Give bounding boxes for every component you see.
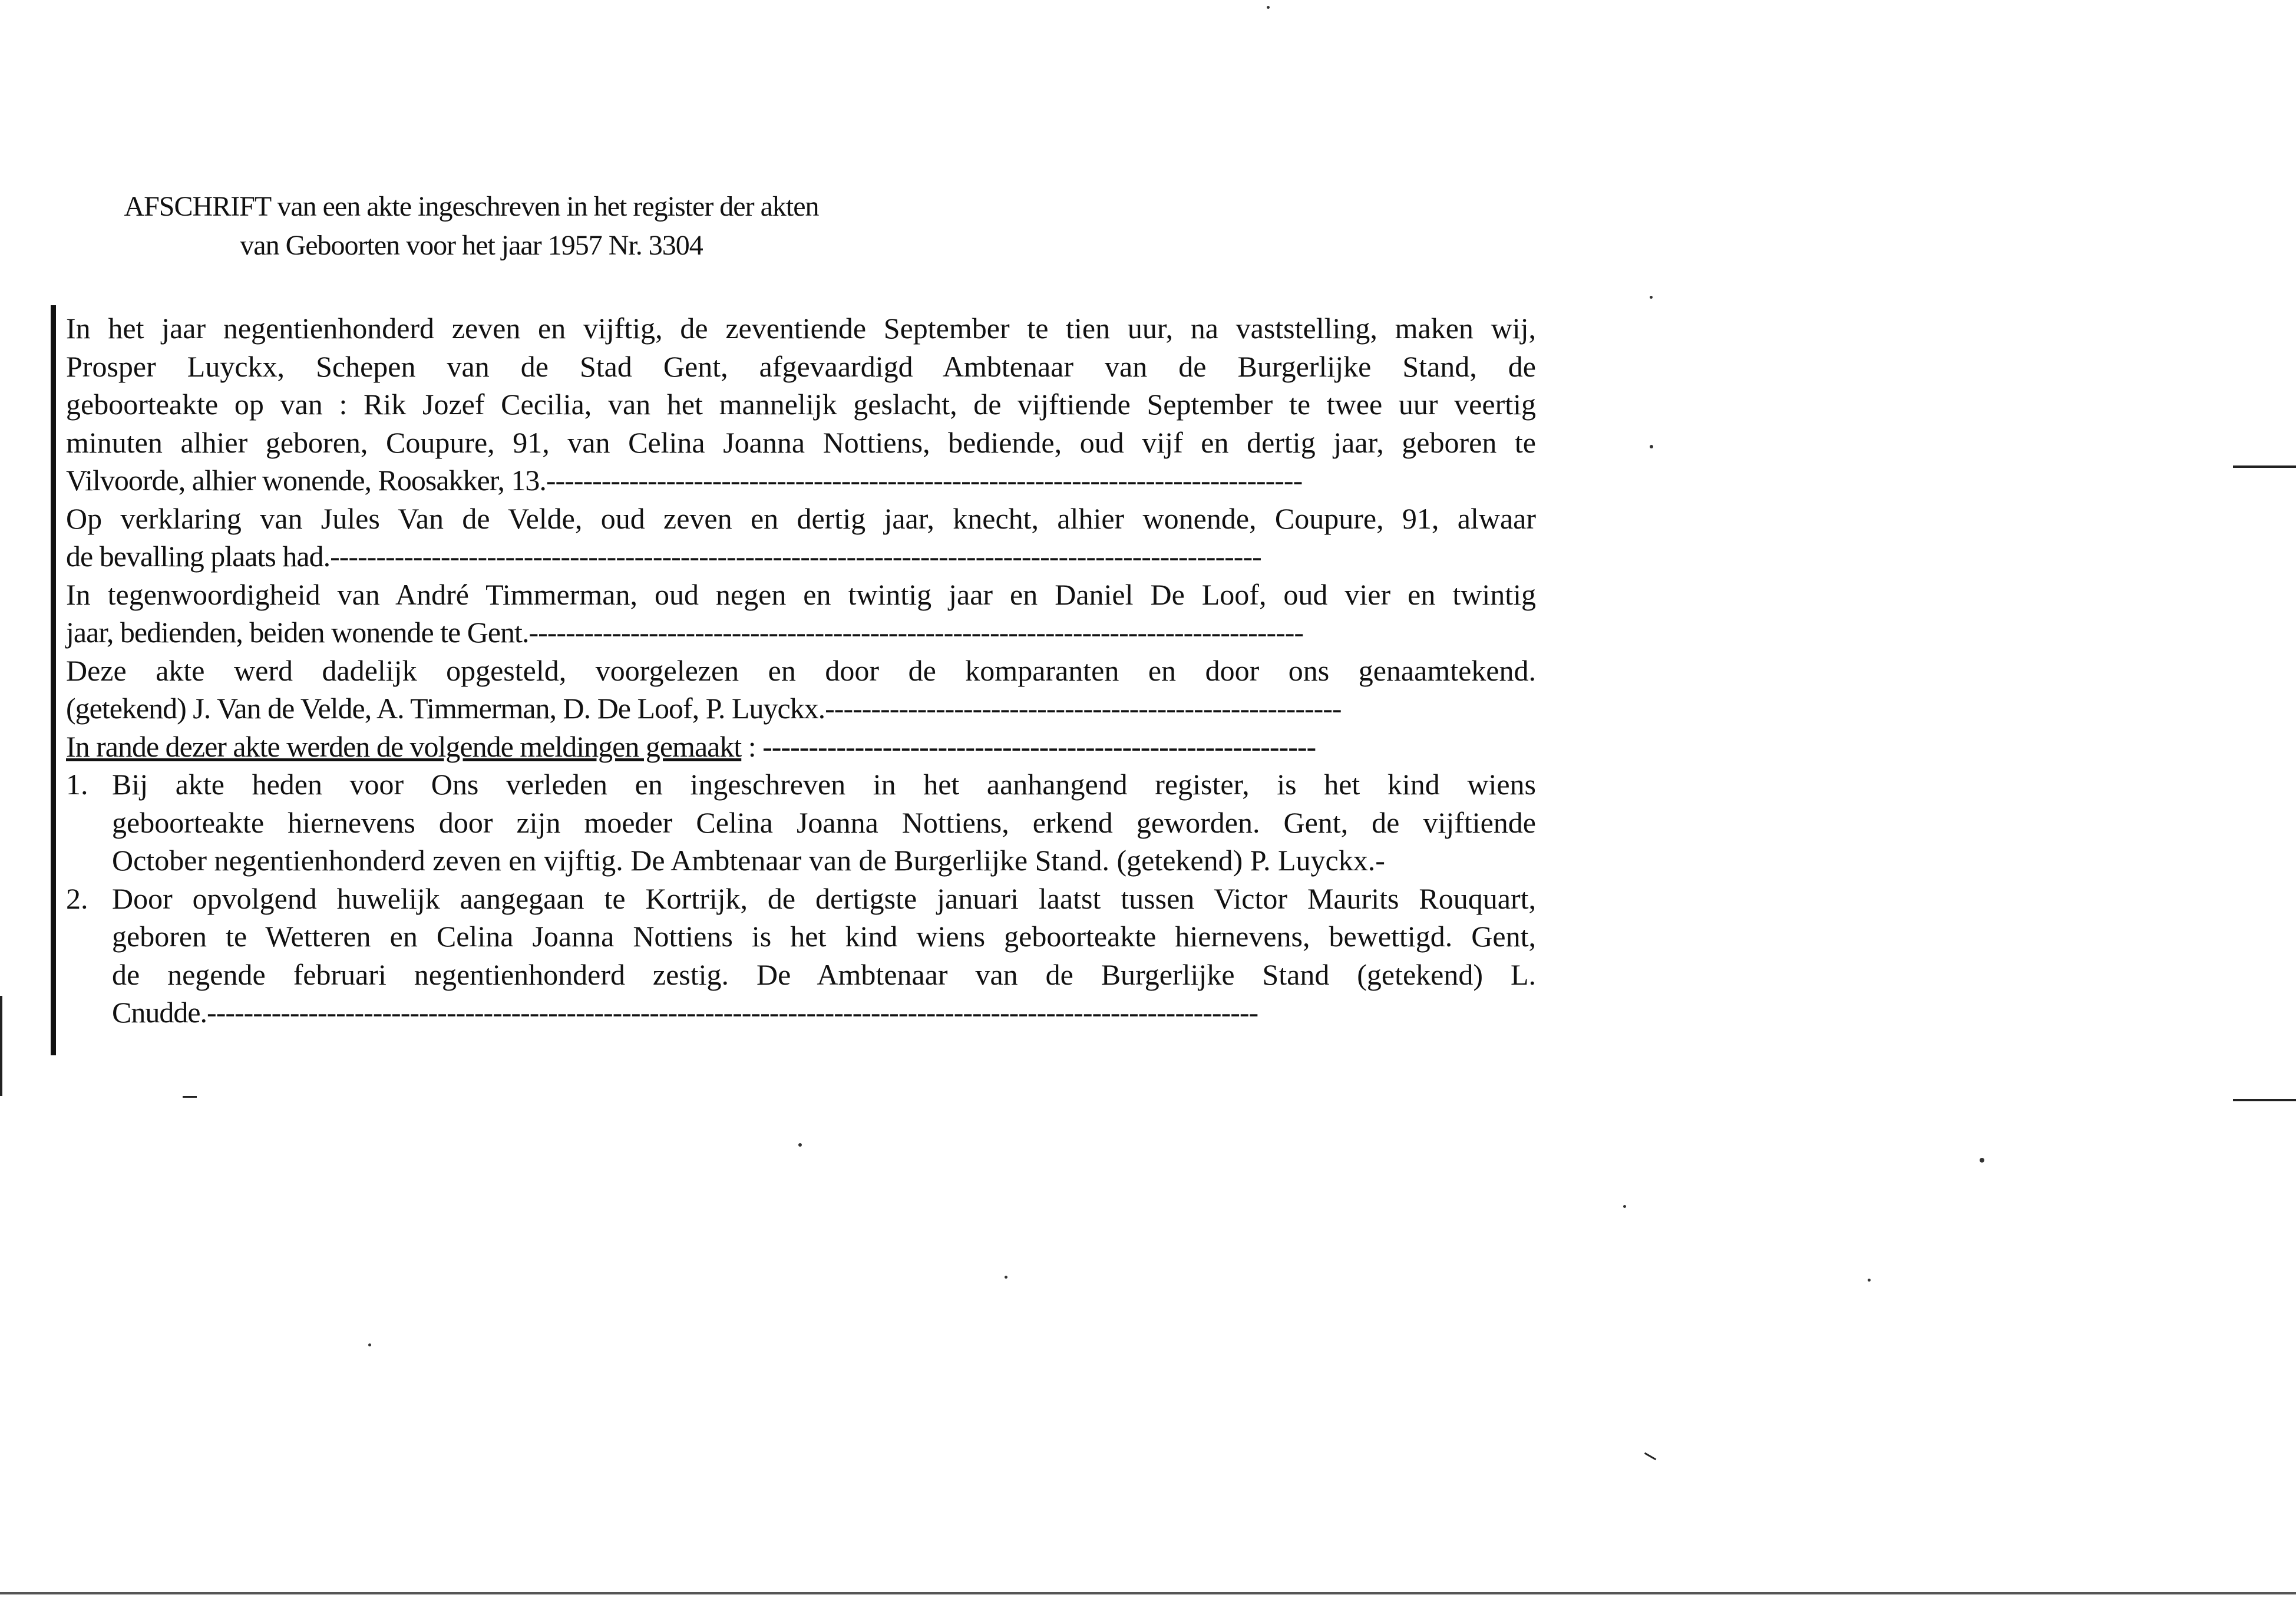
margin-notes-heading-tail: : ------------------------------------------------------------: [741, 729, 1316, 763]
scan-edge-mark: [0, 1592, 2296, 1594]
text-line: de bevalling plaats had.-----------------------------------------------------------------------------------------------------: [66, 540, 1261, 573]
margin-note-1: [66, 765, 1536, 880]
text-line: jaar, bedienden, beiden wonende te Gent.------------------------------------------------------------------------------------: [66, 616, 1304, 649]
margin-note-2: [66, 880, 1536, 1032]
text-line: geboorteakte op van : Rik Jozef Cecilia, van het mannelijk geslacht, de vijftiende September te twee uur veertig: [66, 388, 1536, 421]
text-line: Deze akte werd dadelijk opgesteld, voorgelezen en door de komparanten en door ons genaamtekend.: [66, 653, 1536, 687]
text-line: geboren te Wetteren en Celina Joanna Nottiens is het kind wiens geboorteakte hiernevens, bewettigd. Gent,: [112, 920, 1536, 953]
text-line: Vilvoorde, alhier wonende, Roosakker, 13.----------------------------------------------------------------------------------: [66, 464, 1303, 497]
deed-body: [66, 309, 1536, 1032]
scan-edge-mark: [2233, 1099, 2296, 1101]
document-title: [59, 187, 884, 265]
text-line: (getekend) J. Van de Velde, A. Timmerman, D. De Loof, P. Luyckx.--------------------------------------------------------: [66, 692, 1342, 725]
paragraph-signatures: [66, 652, 1536, 728]
scan-edge-mark: [2233, 465, 2296, 468]
scan-speck: [1650, 445, 1653, 448]
paragraph-witnesses: [66, 576, 1536, 652]
text-line: Door opvolgend huwelijk aangegaan te Kortrijk, de dertigste januari laatst tussen Victor Maurits Rouquart,: [112, 881, 1536, 915]
margin-note-number: 1.: [66, 768, 88, 801]
margin-note-number: 2.: [66, 881, 88, 915]
scan-speck: [1868, 1279, 1871, 1282]
margin-notes-heading: [66, 728, 1536, 766]
margin-bar: [51, 305, 56, 1055]
scan-speck: [1623, 1205, 1626, 1208]
paragraph-birth-registration: [66, 309, 1536, 500]
scan-speck: [1267, 6, 1270, 9]
margin-notes-heading-text: In rande dezer akte werden de volgende meldingen gemaakt: [66, 729, 742, 763]
scan-speck: [183, 1096, 197, 1098]
scan-speck: [1980, 1158, 1984, 1163]
text-line: de negende februari negentienhonderd zestig. De Ambtenaar van de Burgerlijke Stand (getekend) L.: [112, 958, 1536, 991]
text-line: geboorteakte hiernevens door zijn moeder Celina Joanna Nottiens, erkend geworden. Gent, de vijftiende: [112, 805, 1536, 839]
scan-speck: [1005, 1276, 1007, 1279]
text-line: In tegenwoordigheid van André Timmerman, oud negen en twintig jaar en Daniel De Loof, oud vier en twintig: [66, 577, 1536, 611]
title-line-2: van Geboorten voor het jaar 1957 Nr. 3304: [240, 230, 703, 261]
text-line: Prosper Luyckx, Schepen van de Stad Gent, afgevaardigd Ambtenaar van de Burgerlijke Stand, de: [66, 349, 1536, 383]
scan-speck: [798, 1143, 802, 1147]
text-line: minuten alhier geboren, Coupure, 91, van Celina Joanna Nottiens, bediende, oud vijf en dertig jaar, geboren te: [66, 425, 1536, 459]
text-line: Cnudde.------------------------------------------------------------------------------------------------------------------: [112, 996, 1258, 1029]
paragraph-declaration: [66, 500, 1536, 576]
scan-speck: [368, 1343, 371, 1346]
scan-speck: [1644, 1452, 1657, 1461]
title-line-1: AFSCHRIFT van een akte ingeschreven in het register der akten: [124, 191, 819, 222]
text-line: Bij akte heden voor Ons verleden en ingeschreven in het aanhangend register, is het kind wiens: [112, 768, 1536, 801]
scan-edge-mark: [0, 996, 2, 1096]
text-line: In het jaar negentienhonderd zeven en vijftig, de zeventiende September te tien uur, na vaststelling, maken wij,: [66, 312, 1536, 345]
scan-speck: [1650, 296, 1653, 299]
text-line: Op verklaring van Jules Van de Velde, oud zeven en dertig jaar, knecht, alhier wonende, Coupure, 91, alwaar: [66, 501, 1536, 535]
text-line: October negentienhonderd zeven en vijftig. De Ambtenaar van de Burgerlijke Stand. (getekend) P. Luyckx.-: [112, 844, 1385, 877]
